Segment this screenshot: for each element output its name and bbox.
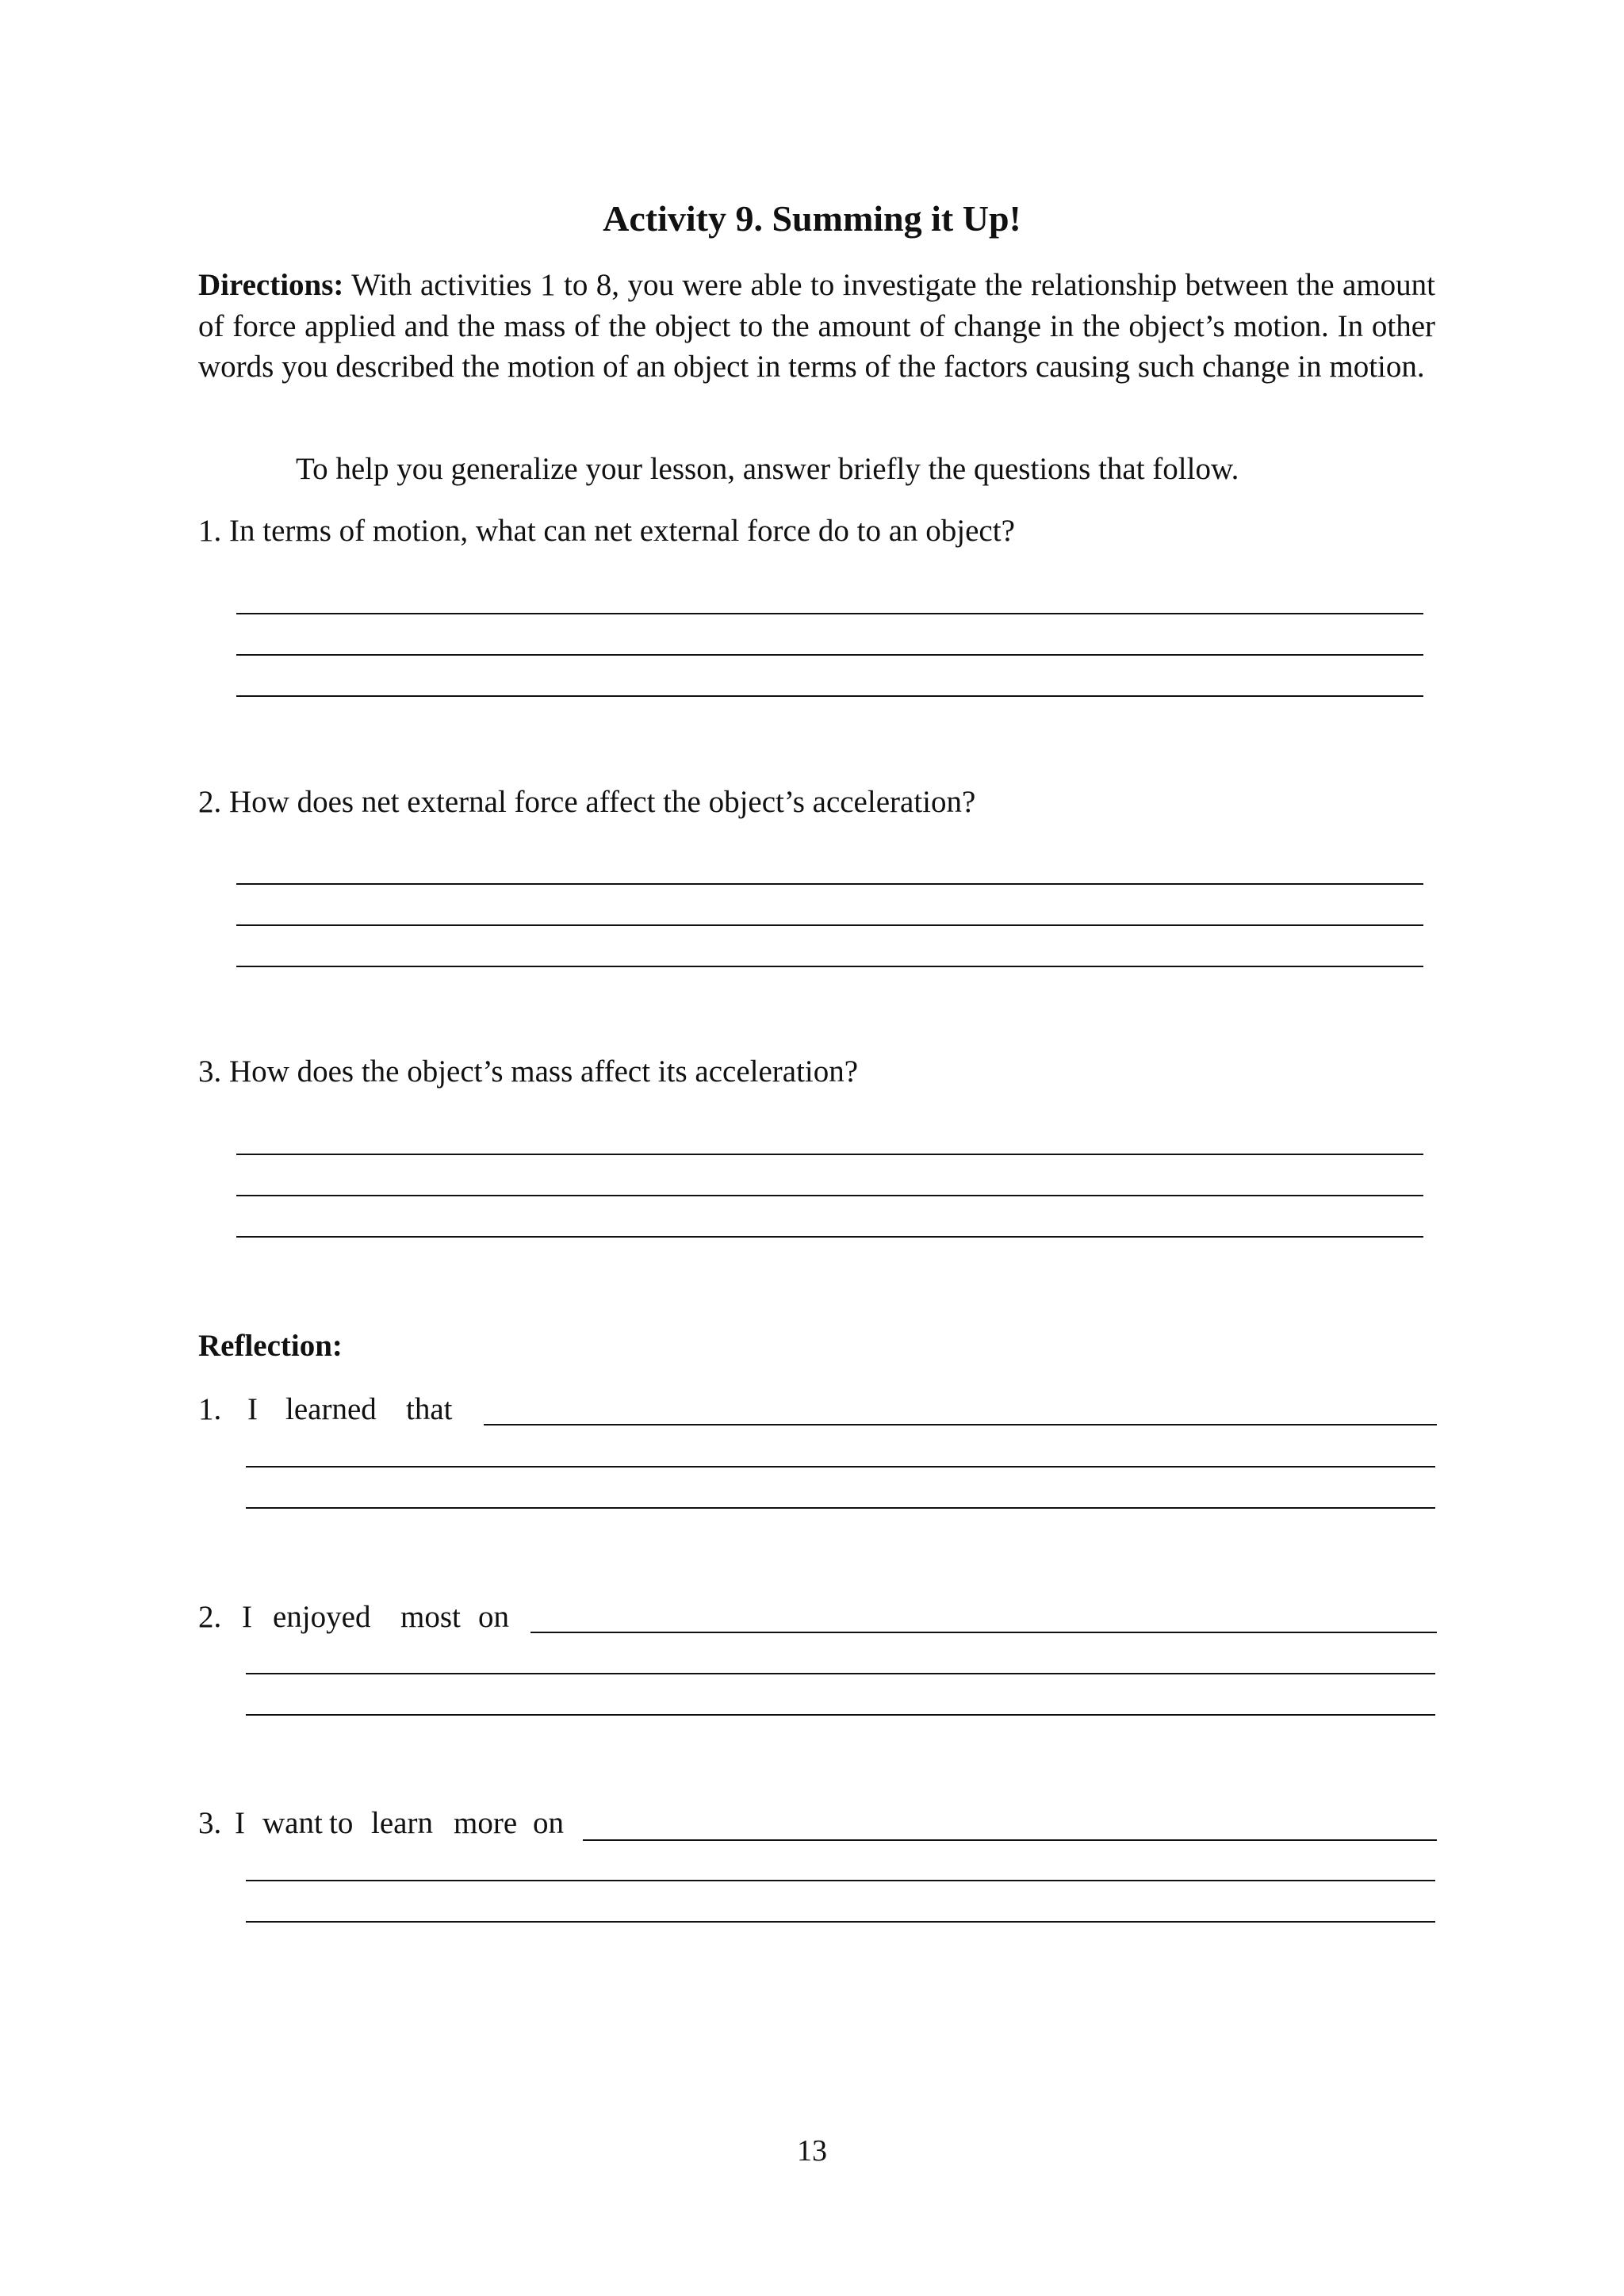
directions-label: Directions: [198,268,344,302]
reflection-2-line-2[interactable] [246,1673,1435,1674]
activity-title: Activity 9. Summing it Up! [603,198,1021,239]
reflection-2-line-3[interactable] [246,1714,1435,1716]
reflection-number-2: 2. [198,1600,222,1634]
reflection-3-line-1[interactable] [583,1839,1437,1841]
answer-line-q2-1[interactable] [236,883,1423,885]
reflection-2-line-1[interactable] [530,1632,1437,1633]
reflection-1-line-1[interactable] [484,1424,1437,1425]
reflection-3-line-2[interactable] [246,1880,1435,1881]
question-2: 2. How does net external force affect the object’s acceleration? [198,785,976,819]
reflection-1-line-2[interactable] [246,1466,1435,1468]
reflection-prompt-1: 1. I learned that [198,1390,452,1429]
answer-line-q1-3[interactable] [236,695,1423,697]
instruction-text: To help you generalize your lesson, answer briefly the questions that follow. [296,452,1239,486]
answer-line-q1-1[interactable] [236,613,1423,614]
reflection-heading: Reflection: [198,1329,343,1363]
question-1: 1. In terms of motion, what can net external force do to an object? [198,514,1015,548]
answer-line-q2-2[interactable] [236,924,1423,926]
answer-line-q1-2[interactable] [236,654,1423,656]
reflection-prompt-2: 2. I enjoyed most on [198,1598,509,1637]
directions-paragraph [198,265,1435,388]
reflection-number-3: 3. [198,1806,222,1840]
answer-line-q3-1[interactable] [236,1154,1423,1155]
directions-text: With activities 1 to 8, you were able to investigate the relationship between the amount of force applied and the mass of the object to the amount of change in the object’s motion. In other words you described the motion of an object in terms of the factors causing such change in motion. [198,268,1435,384]
page-number: 13 [797,2134,827,2168]
reflection-prompt-3: 3. I want to learn more on [198,1804,564,1843]
question-3: 3. How does the object’s mass affect its acceleration? [198,1054,859,1089]
reflection-number-1: 1. [198,1392,222,1426]
answer-line-q3-3[interactable] [236,1236,1423,1238]
answer-line-q3-2[interactable] [236,1195,1423,1196]
answer-line-q2-3[interactable] [236,966,1423,967]
reflection-1-line-3[interactable] [246,1507,1435,1509]
reflection-3-line-3[interactable] [246,1921,1435,1923]
